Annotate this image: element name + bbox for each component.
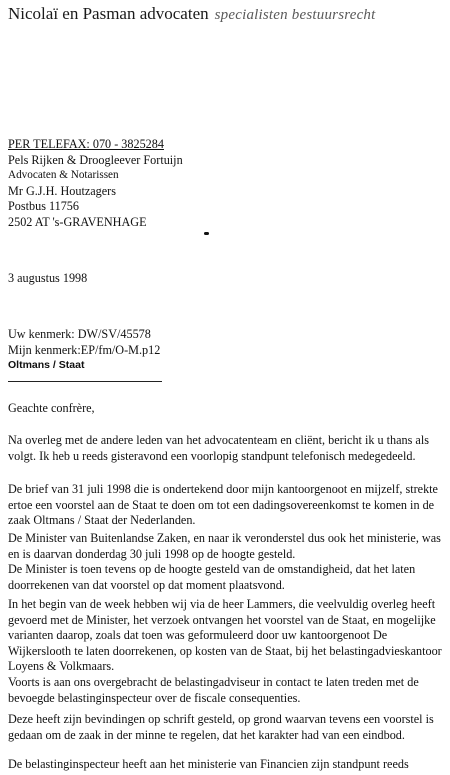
paragraph-line: zaak Oltmans / Staat der Nederlanden.: [8, 513, 196, 528]
fax-line: PER TELEFAX: 070 - 3825284: [8, 137, 164, 151]
your-reference: Uw kenmerk: DW/SV/45578: [8, 327, 151, 341]
paragraph-line: bevoegde belastinginspecteur over de fiscale consequenties.: [8, 690, 301, 705]
letter-subject: Oltmans / Staat: [8, 359, 85, 372]
subject-divider: [8, 381, 162, 382]
paragraph-line: De Minister is toen tevens op de hoogte gesteld van de omstandigheid, dat het laten: [8, 562, 416, 577]
letterhead: [8, 4, 448, 24]
paragraph: [8, 531, 448, 593]
references: [8, 327, 444, 374]
address-line: 2502 AT 's-GRAVENHAGE: [8, 214, 147, 229]
address-line: Mr G.J.H. Houtzagers: [8, 183, 116, 198]
address-line: Pels Rijken & Droogleever Fortuijn: [8, 152, 183, 167]
paragraph-line: Voorts is aan ons overgebracht de belastingadviseur in contact te laten treden met de: [8, 674, 419, 689]
firm-name: Nicolaï en Pasman advocaten: [8, 4, 209, 23]
paragraph-line: gevoerd met de Minister, het verzoek ontvangen het voorstel van de Staat, en mogelijke: [8, 612, 436, 627]
paragraph: [8, 712, 448, 743]
paragraph: [8, 757, 448, 773]
address-line: Advocaten & Notarissen: [8, 169, 119, 182]
address-line: Postbus 11756: [8, 199, 79, 214]
scan-speck: [204, 232, 209, 235]
paragraph-line: volgt. Ik heb u reeds gisteravond een voorlopig standpunt telefonisch medegedeeld.: [8, 448, 416, 463]
paragraph-line: Deze heeft zijn bevindingen op schrift gesteld, op grond waarvan tevens een voorstel is: [8, 712, 434, 726]
paragraph-line: ertoe een voorstel aan de Staat te doen om tot een dadingsovereenkomst te komen in de: [8, 497, 435, 512]
salutation: Geachte confrère,: [8, 401, 95, 415]
paragraph-line: en is daarvan donderdag 30 juli 1998 op de hoogte gesteld.: [8, 546, 296, 561]
paragraph-line: Wijkerslooth te laten doorrekenen, op kosten van de Staat, bij het belastingadvieskantoor: [8, 643, 442, 658]
paragraph-line: De brief van 31 juli 1998 die is ondertekend door mijn kantoorgenoot en mijzelf, strekte: [8, 482, 438, 496]
paragraph: [8, 597, 448, 706]
recipient-address: [8, 137, 444, 231]
paragraph-line: gedaan om de zaak in der minne te regelen, dat het karakter had van een eindbod.: [8, 727, 405, 742]
paragraph-line: De Minister van Buitenlandse Zaken, en naar ik veronderstel dus ook het ministerie, was: [8, 531, 441, 545]
paragraph: [8, 482, 448, 529]
firm-specialism: specialisten bestuursrecht: [214, 7, 376, 23]
paragraph-line: Loyens & Volkmaars.: [8, 659, 115, 674]
paragraph: [8, 433, 448, 464]
my-reference: Mijn kenmerk:EP/fm/O-M.p12: [8, 342, 161, 357]
paragraph-line: De belastinginspecteur heeft aan het ministerie van Financien zijn standpunt reeds: [8, 757, 409, 771]
paragraph-line: Na overleg met de andere leden van het advocatenteam en cliënt, bericht ik u thans als: [8, 433, 429, 447]
paragraph-line: doorrekenen van dat voorstel op dat moment plaatsvond.: [8, 577, 285, 592]
paragraph-line: In het begin van de week hebben wij via de heer Lammers, die veelvuldig overleg heeft: [8, 597, 436, 611]
letter-date: 3 augustus 1998: [8, 271, 88, 285]
paragraph-line: varianten daarop, zoals dat toen was geformuleerd door uw kantoorgenoot De: [8, 628, 388, 643]
